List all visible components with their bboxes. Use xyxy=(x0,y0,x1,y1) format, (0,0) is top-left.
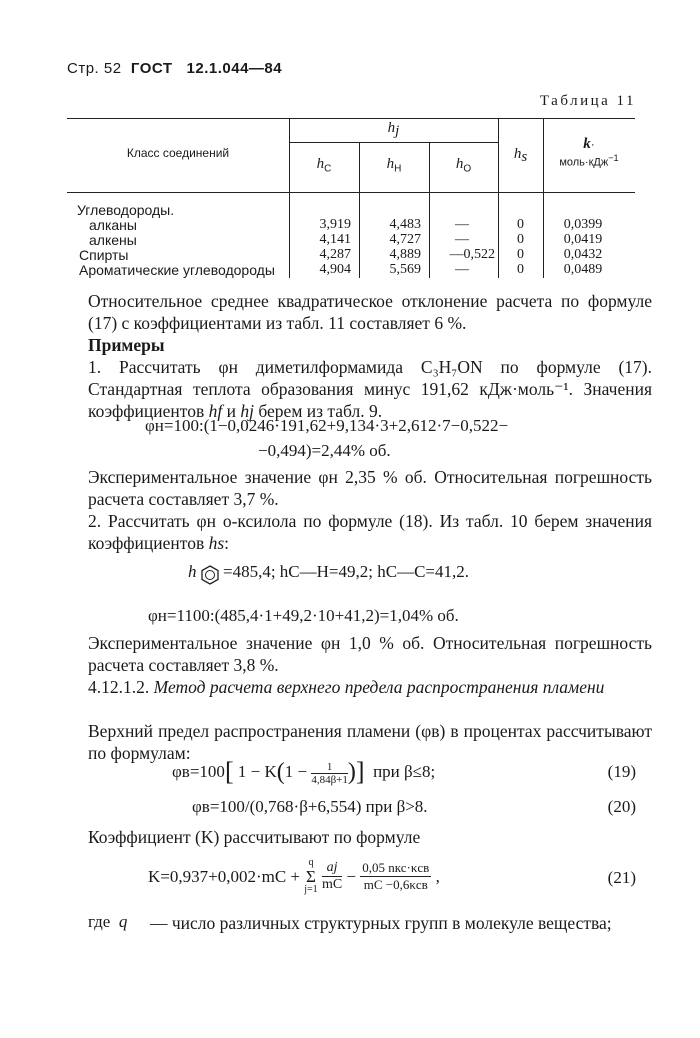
formula-line: φн=100:(1−0,0246·191,62+9,134·3+2,612·7−0,522− xyxy=(145,416,509,435)
header-hC: $h_C$ xyxy=(316,156,332,175)
cell-k: 0,0432 xyxy=(563,247,603,262)
table-caption: Таблица 11 xyxy=(539,93,636,109)
cell-hO: — xyxy=(455,217,469,232)
header-hj: $h_j$ xyxy=(387,120,400,140)
cell-hO: —0,522 xyxy=(449,247,495,262)
header-k: k· моль·кДж$^{-1}$ xyxy=(559,136,619,169)
examples-title: Примеры xyxy=(88,335,165,355)
cell-hH: 4,483 xyxy=(389,217,421,232)
cell-hO: — xyxy=(455,262,469,277)
cell-hs: 0 xyxy=(517,217,524,232)
cell-hH: 4,889 xyxy=(389,247,421,262)
row-name: Ароматические углеводороды xyxy=(79,262,275,278)
formula-19: φв=100[ 1 − K(1 − $\frac{1}{4,84\beta+1}$ )] при β≤8; xyxy=(172,757,436,786)
paragraph: 1. Рассчитать φн диметилформамида C₃H₇ON по формуле (17). Стандартная теплота образования минус 191,62 кДж·моль⁻¹. Значения коэффициентов hf и hj берем из табл. 9. xyxy=(88,357,652,421)
paragraph: 2. Рассчитать φн о-ксилола по формуле (18). Из табл. 10 берем значения коэффициентов hs: xyxy=(88,511,652,553)
hj-group-rule xyxy=(289,142,498,143)
page-label: Стр. 52 xyxy=(67,60,122,77)
formula-line: −0,494)=2,44% об. xyxy=(258,441,391,460)
cell-hH: 4,727 xyxy=(389,232,421,247)
col-divider xyxy=(289,118,290,278)
header-class: Класс соединений xyxy=(126,146,230,160)
standard-number: 12.1.044—84 xyxy=(186,60,283,77)
cell-hC: 4,287 xyxy=(319,247,351,262)
table-top-rule xyxy=(67,118,635,119)
formula-21: K=0,937+0,002·mC + q Σ j=1 $\frac{aj}{mC}$ − 0,05 nкс·κсв mC −0,6κсв , xyxy=(148,857,440,895)
standard-label: ГОСТ xyxy=(130,60,173,77)
formula-benzene: h =485,4; hC—H=49,2; hC—C=41,2. xyxy=(188,562,469,585)
cell-k: 0,0399 xyxy=(563,217,603,232)
cell-hC: 4,141 xyxy=(319,232,351,247)
coefficients-table xyxy=(67,118,635,278)
benzene-ring-icon xyxy=(201,565,219,585)
paragraph: Экспериментальное значение φн 2,35 % об. Относительная погрешность расчета составляет 3,7 %. xyxy=(88,467,652,509)
row-name: алкены xyxy=(89,232,137,248)
header-hs: $h_s$ xyxy=(513,146,528,166)
paragraph: Коэффициент (K) рассчитывают по формуле xyxy=(88,827,421,847)
cell-k: 0,0489 xyxy=(563,262,603,277)
header-hH: $h_H$ xyxy=(386,156,402,175)
equation-number: (20) xyxy=(607,797,636,816)
cell-k: 0,0419 xyxy=(563,232,603,247)
equation-number: (19) xyxy=(607,762,636,781)
cell-hO: — xyxy=(455,232,469,247)
row-name: алканы xyxy=(89,217,137,233)
cell-hC: 3,919 xyxy=(319,217,351,232)
cell-hs: 0 xyxy=(517,247,524,262)
where-label: где q xyxy=(88,912,128,931)
row-name: Спирты xyxy=(79,247,129,263)
equation-number: (21) xyxy=(607,868,636,887)
cell-hH: 5,569 xyxy=(389,262,421,277)
paragraph: Верхний предел распространения пламени (φв) в процентах рассчитывают по формулам: xyxy=(88,721,652,763)
cell-hs: 0 xyxy=(517,262,524,277)
cell-hs: 0 xyxy=(517,232,524,247)
page-header xyxy=(67,60,282,77)
where-description: — число различных структурных групп в молекуле вещества; xyxy=(150,913,612,933)
row-name: Углеводороды. xyxy=(77,202,175,218)
header-hO: $h_O$ xyxy=(455,156,472,175)
paragraph: Относительное среднее квадратическое отклонение расчета по формуле (17) с коэффициентами из табл. 11 составляет 6 %. xyxy=(88,291,652,333)
section-heading: 4.12.1.2. Метод расчета верхнего предела распространения пламени xyxy=(88,677,605,697)
paragraph: Экспериментальное значение φн 1,0 % об. Относительная погрешность расчета составляет 3,8 %. xyxy=(88,633,652,675)
cell-hC: 4,904 xyxy=(319,262,351,277)
header-bottom-rule xyxy=(67,192,635,193)
formula-20: φв=100/(0,768·β+6,554) при β>8. xyxy=(192,797,428,816)
formula-line: φн=1100:(485,4·1+49,2·10+41,2)=1,04% об. xyxy=(148,606,459,625)
